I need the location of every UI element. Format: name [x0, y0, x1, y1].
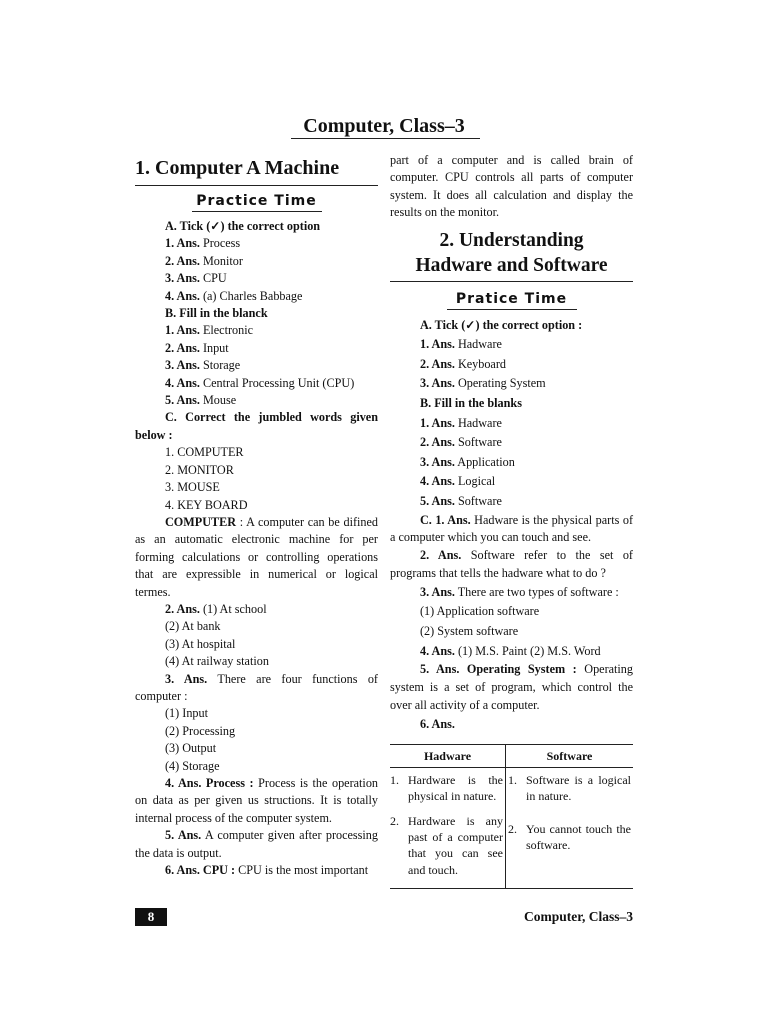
answer-line: 2. Ans. Input	[165, 340, 229, 355]
answer-line: 3. Ans. Storage	[165, 358, 241, 373]
list-item: 1. COMPUTER	[165, 445, 244, 460]
list-item: 2. MONITOR	[165, 462, 234, 477]
list-item: 2. Hardware is any past of a computer that you can see and touch.	[390, 813, 503, 877]
answer-paragraph: 5. Ans. A computer given after processing the data is output.	[135, 828, 378, 860]
practice-time-heading: Practice Time	[192, 192, 322, 212]
answer-line: 1. Ans. Hadware	[420, 415, 502, 430]
list-item: (4) At railway station	[165, 654, 269, 669]
answer-line: 5. Ans. Software	[420, 493, 502, 508]
answer-line: 1. Ans. Electronic	[165, 323, 254, 338]
right-column	[390, 152, 633, 889]
list-item: (3) At hospital	[165, 636, 236, 651]
continued-paragraph: part of a computer and is called brain of computer. CPU controls all parts of computer system. It does all calculation and display the results on the monitor.	[390, 153, 633, 220]
software-cell	[506, 768, 634, 889]
chapter-heading-line2: Hadware and Software	[415, 254, 608, 276]
answer-paragraph: 2. Ans. Software refer to the set of programs that tells the hadware what to do ?	[390, 548, 633, 580]
answer-line: 2. Ans. Keyboard	[420, 356, 506, 371]
list-item: (2) Processing	[165, 723, 236, 738]
answer-line: 4. Ans. (a) Charles Babbage	[165, 288, 303, 303]
answer-paragraph: 6. Ans. CPU : CPU is the most important	[165, 863, 369, 878]
answer-line: 1. Ans. Process	[165, 236, 241, 251]
answer-line: 4. Ans. Logical	[420, 474, 496, 489]
table-header: Software	[506, 745, 634, 768]
answer-paragraph: C. 1. Ans. Hadware is the physical parts of a computer which you can touch and see.	[390, 512, 633, 545]
answer-line: 6. Ans.	[420, 716, 455, 731]
list-item: (4) Storage	[165, 758, 220, 773]
title-underline	[291, 138, 480, 139]
answer-line: 3. Ans. There are two types of software :	[420, 584, 619, 599]
list-item: (2) At bank	[165, 619, 221, 634]
answer-paragraph: 5. Ans. Operating System : Operating system is a set of program, which control the over all activity of a computer.	[390, 662, 633, 712]
section-a-heading: A. Tick (✓) the correct option	[165, 219, 321, 233]
page-number: 8	[135, 908, 167, 926]
list-item: (2) System software	[420, 623, 519, 638]
chapter-heading	[390, 228, 633, 282]
hardware-cell	[390, 768, 506, 889]
section-b-heading: B. Fill in the blanck	[165, 306, 268, 321]
list-item: 1. Hardware is the physical in nature.	[390, 773, 503, 804]
answer-line: 3. Ans. Operating System	[420, 376, 546, 391]
answer-line: 4. Ans. Central Processing Unit (CPU)	[165, 375, 355, 390]
answer-line: 3. Ans. Application	[420, 454, 515, 469]
table-row	[390, 768, 633, 889]
answer-line: 4. Ans. (1) M.S. Paint (2) M.S. Word	[420, 643, 601, 658]
section-c-heading: C. Correct the jumbled words given below :	[135, 410, 378, 442]
hardware-software-table	[390, 744, 633, 889]
list-item: 4. KEY BOARD	[165, 497, 248, 512]
list-item: (1) Input	[165, 706, 208, 721]
table-header: Hadware	[390, 745, 506, 768]
list-item: (3) Output	[165, 741, 217, 756]
answer-paragraph: 4. Ans. Process : Process is the operation on data as per given us structions. It is totally internal process of the computer system.	[135, 776, 379, 825]
list-item: 1. Software is a logical in nature.	[508, 773, 631, 804]
answer-line: 5. Ans. Mouse	[165, 393, 237, 408]
list-item: 3. MOUSE	[165, 480, 220, 495]
chapter-heading-line1: 2. Understanding	[439, 229, 584, 251]
practice-time-heading: Pratice Time	[447, 290, 577, 310]
section-b-heading: B. Fill in the blanks	[420, 396, 522, 410]
computer-definition: COMPUTER : A computer can be difined as an automatic electronic machine for per forming calculations or controlling operations that are expressible in numerical or logical termes.	[135, 514, 378, 599]
page-title: Computer, Class–3	[303, 115, 465, 137]
list-item: (1) Application software	[420, 604, 540, 619]
list-item: 2. You cannot touch the software.	[508, 821, 631, 852]
answer-line: 2. Ans. Software	[420, 435, 502, 450]
answer-line: 3. Ans. CPU	[165, 271, 227, 286]
left-column	[135, 152, 378, 879]
chapter-heading: 1. Computer A Machine	[135, 154, 378, 186]
answer-line: 2. Ans. (1) At school	[165, 601, 267, 616]
running-title: Computer, Class–3	[523, 909, 633, 924]
answer-line: 2. Ans. Monitor	[165, 253, 243, 268]
section-a-heading: A. Tick (✓) the correct option :	[420, 317, 583, 332]
answer-paragraph: 3. Ans. There are four functions of computer :	[135, 671, 378, 703]
answer-line: 1. Ans. Hadware	[420, 337, 502, 352]
